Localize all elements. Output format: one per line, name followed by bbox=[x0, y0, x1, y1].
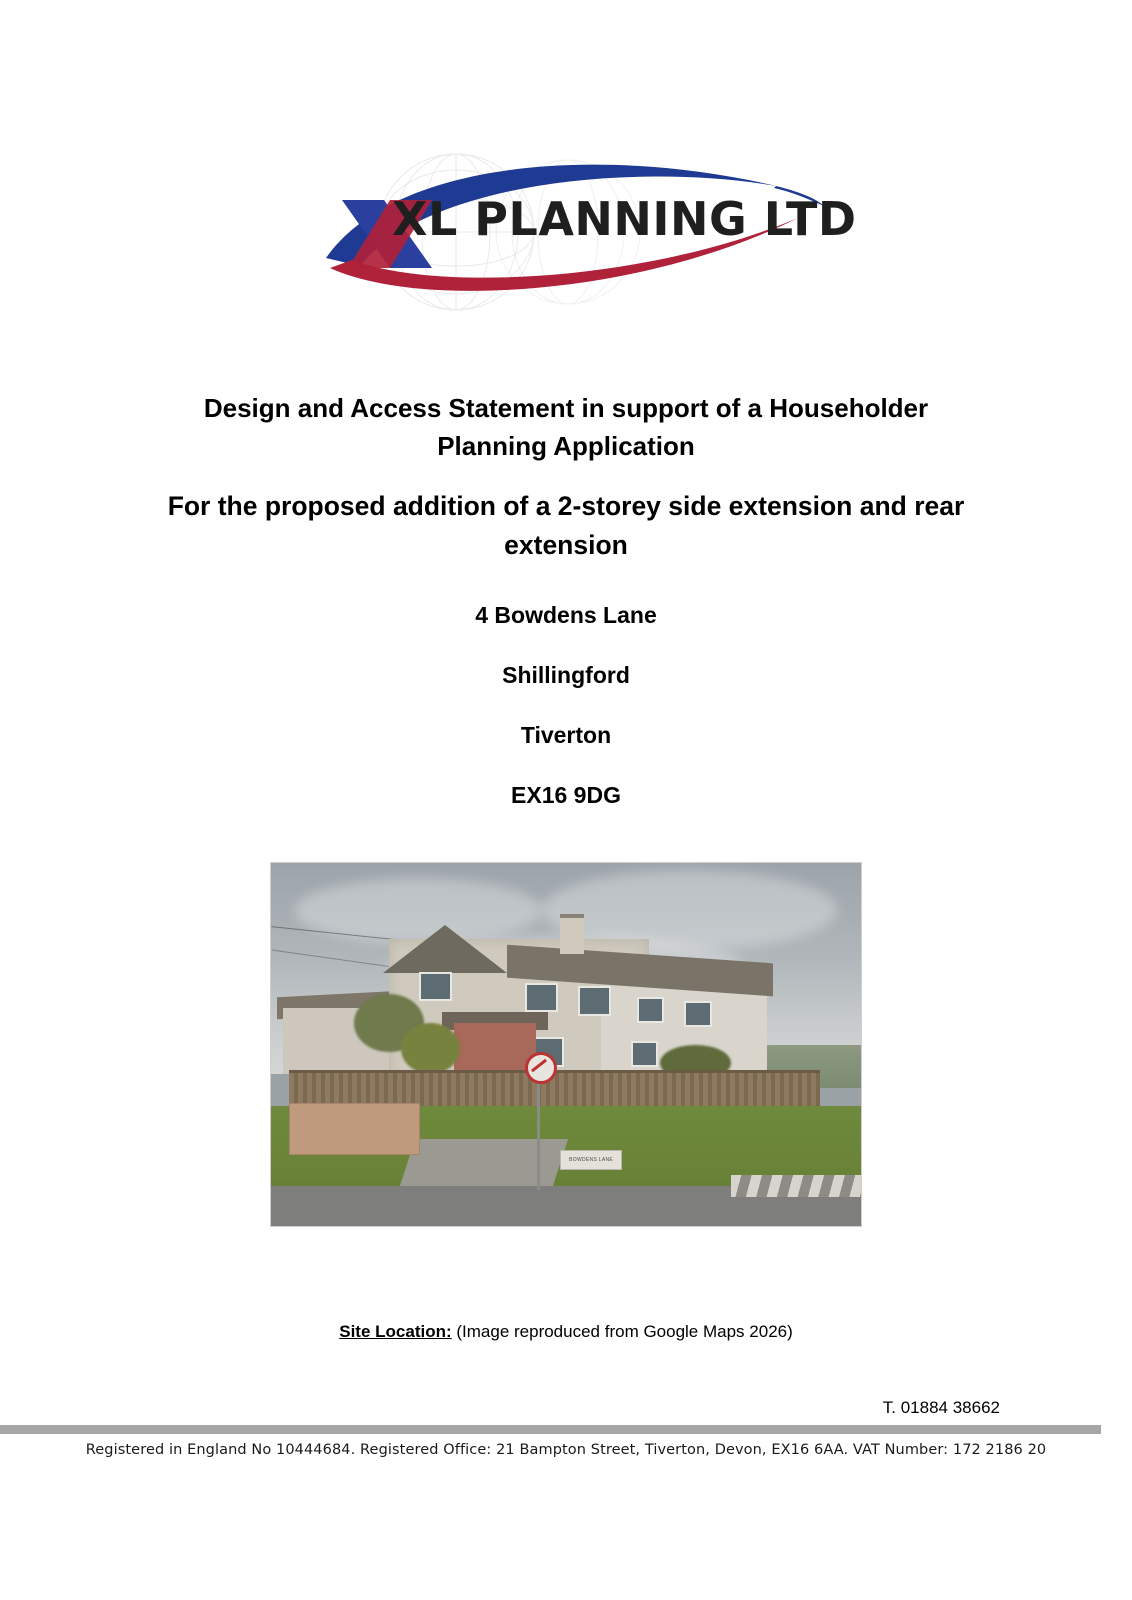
title-line-2: Planning Application bbox=[437, 430, 695, 461]
site-location-photo bbox=[270, 862, 862, 1227]
photo-retaining-wall bbox=[289, 1103, 421, 1156]
footer-phone: T. 01884 38662 bbox=[882, 1398, 1000, 1417]
footer-registration: Registered in England No 10444684. Registered Office: 21 Bampton Street, Tiverton, Devon, EX16 6AA. VAT Number: 172 2186 20 bbox=[85, 1442, 1047, 1458]
photo-window bbox=[525, 983, 559, 1012]
caption-label: Site Location: bbox=[339, 1322, 452, 1341]
title-line-3: For the proposed addition of a 2-storey side extension and rear bbox=[167, 491, 965, 522]
photo-shrub bbox=[401, 1023, 460, 1074]
photo-window bbox=[578, 986, 612, 1015]
title-line-4: extension bbox=[504, 529, 628, 560]
address-line-2: Shillingford bbox=[502, 662, 630, 689]
photo-street-nameplate: BOWDENS LANE bbox=[560, 1150, 622, 1170]
footer-divider bbox=[0, 1425, 1101, 1434]
photo-window bbox=[419, 972, 453, 1001]
photo-window bbox=[684, 1001, 712, 1027]
photo-no-entry-sign bbox=[525, 1052, 557, 1084]
logo-brand-text: XL PLANNING LTD bbox=[392, 192, 857, 246]
address-line-4: EX16 9DG bbox=[511, 781, 621, 808]
address-line-1: 4 Bowdens Lane bbox=[475, 602, 657, 629]
photo-chimney bbox=[560, 914, 584, 954]
photo-window bbox=[637, 997, 665, 1023]
title-line-1: Design and Access Statement in support of a Householder bbox=[203, 393, 929, 423]
caption-text: (Image reproduced from Google Maps 2026) bbox=[451, 1322, 793, 1341]
photo-window bbox=[631, 1041, 659, 1067]
site-photo-wrapper bbox=[0, 862, 1132, 1227]
xl-swoosh-icon bbox=[306, 140, 857, 325]
address-line-3: Tiverton bbox=[520, 722, 612, 748]
photo-gable-roof bbox=[383, 925, 507, 973]
photo-caption bbox=[0, 1322, 1132, 1342]
title-block bbox=[120, 390, 1012, 826]
photo-kerb bbox=[731, 1175, 861, 1197]
company-logo bbox=[0, 140, 1132, 325]
